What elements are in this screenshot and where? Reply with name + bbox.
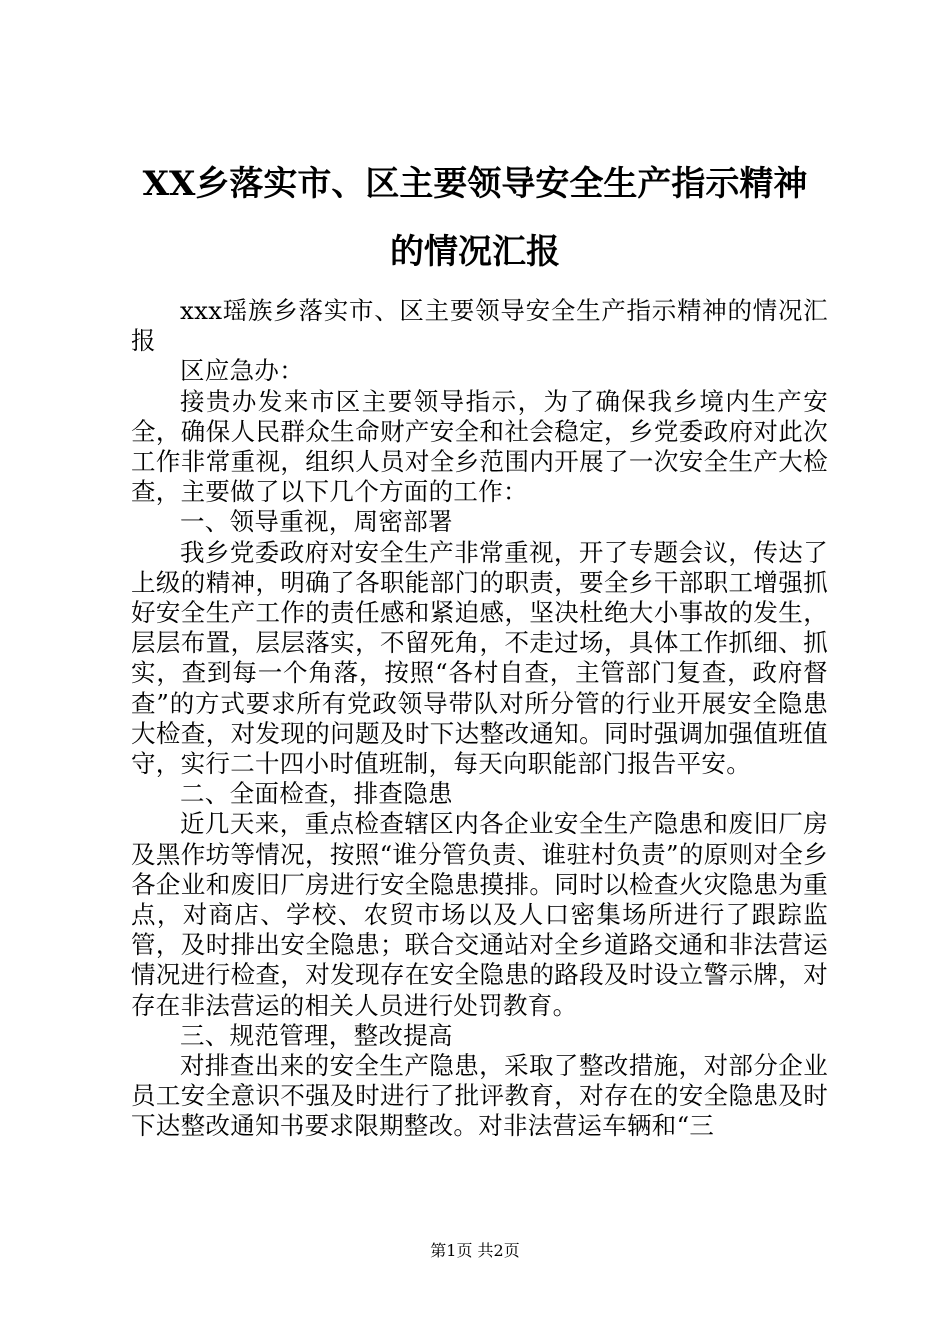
paragraph-recipient: 区应急办： [180, 356, 304, 386]
paragraph-section-3: 对排查出来的安全生产隐患，采取了整改措施，对部分企业员工安全意识不强及时进行了批评教育，对存在的安全隐患及时下达整改通知书要求限期整改。对非法营运车辆和“三 [131, 1051, 828, 1141]
paragraph-subtitle: xxx瑶族乡落实市、区主要领导安全生产指示精神的情况汇报 [131, 296, 828, 356]
section-heading-1: 一、领导重视，周密部署 [180, 507, 453, 537]
paragraph-section-1: 我乡党委政府对安全生产非常重视，开了专题会议，传达了上级的精神，明确了各职能部门的职责，要全乡干部职工增强抓好安全生产工作的责任感和紧迫感，坚决杜绝大小事故的发生，层层布置，层层落实，不留死角，不走过场，具体工作抓细、抓实，查到每一个角落，按照“各村自查，主管部门复查，政府督查”的方式要求所有党政领导带队对所分管的行业开展安全隐患大检查，对发现的问题及时下达整改通知。同时强调加强值班值守，实行二十四小时值班制，每天向职能部门报告平安。 [131, 537, 828, 779]
title-line-2: 的情况汇报 [390, 232, 560, 272]
paragraph-intro: 接贵办发来市区主要领导指示，为了确保我乡境内生产安全，确保人民群众生命财产安全和社会稳定，乡党委政府对此次工作非常重视，组织人员对全乡范围内开展了一次安全生产大检查，主要做了以下几个方面的工作： [131, 386, 828, 507]
page-number: 第1页 共2页 [430, 1241, 520, 1260]
paragraph-section-2: 近几天来，重点检查辖区内各企业安全生产隐患和废旧厂房及黑作坊等情况，按照“谁分管负责、谁驻村负责”的原则对全乡各企业和废旧厂房进行安全隐患摸排。同时以检查火灾隐患为重点，对商店、学校、农贸市场以及人口密集场所进行了跟踪监管，及时排出安全隐患；联合交通站对全乡道路交通和非法营运情况进行检查，对发现存在安全隐患的路段及时设立警示牌，对存在非法营运的相关人员进行处罚教育。 [131, 809, 828, 1020]
page-footer [0, 1241, 950, 1261]
section-heading-2: 二、全面检查，排查隐患 [180, 779, 453, 809]
section-heading-3: 三、规范管理，整改提高 [180, 1020, 453, 1050]
document-body [131, 296, 828, 1142]
document-title [110, 150, 840, 286]
title-line-1: XX乡落实市、区主要领导安全生产指示精神 [142, 164, 808, 204]
